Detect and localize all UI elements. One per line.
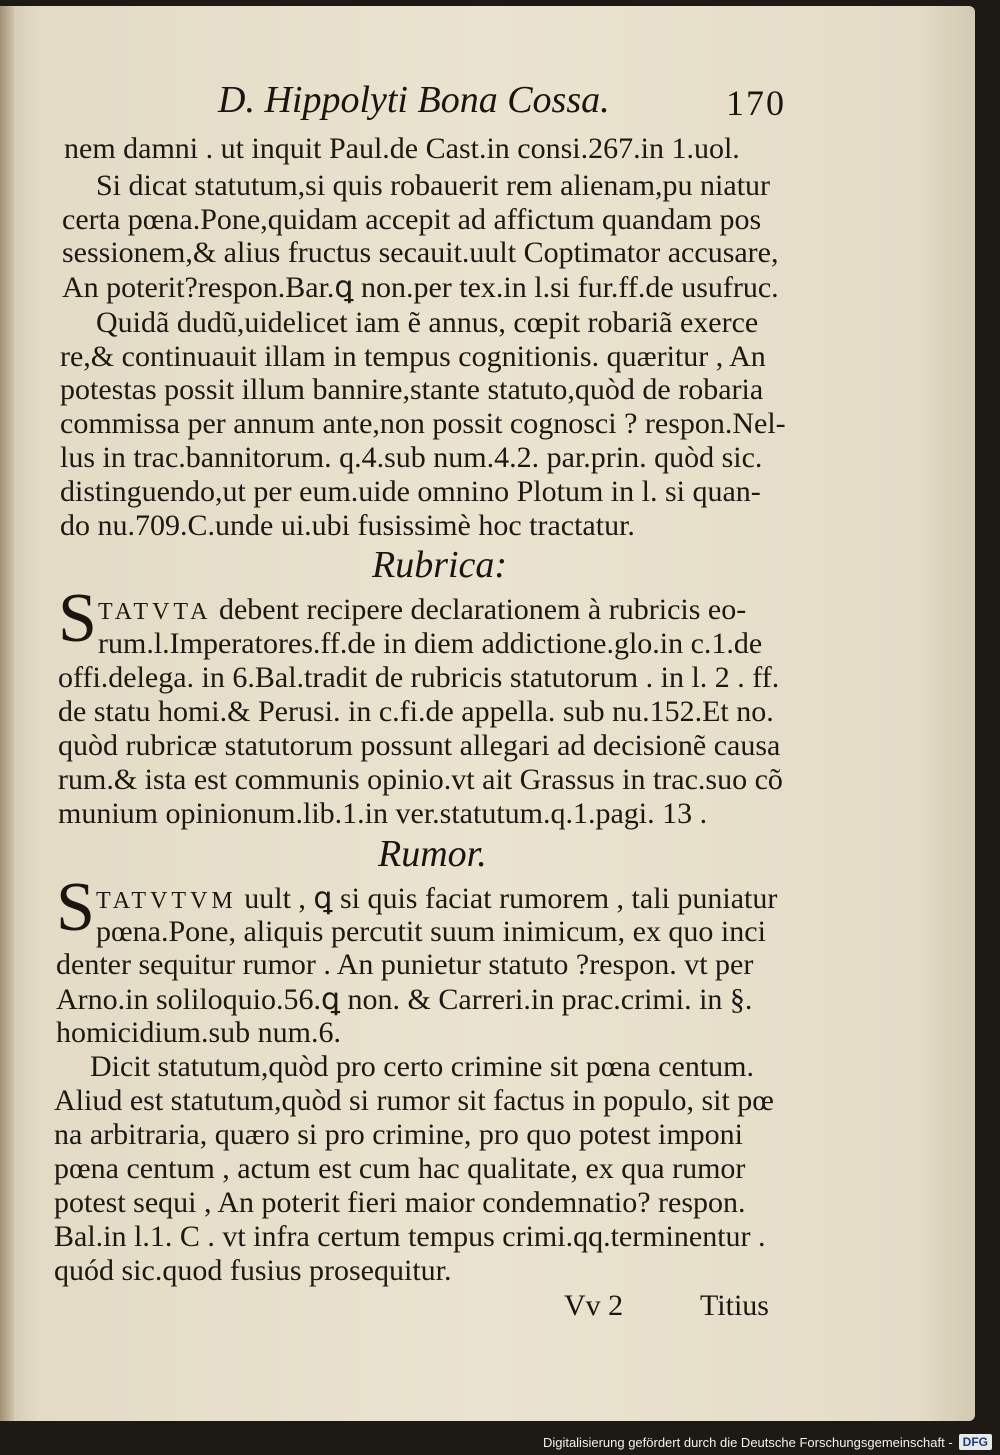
digitization-footer	[543, 1429, 1000, 1455]
text-line: potestas possit illum bannire,stante statuto,quòd de robaria	[60, 373, 764, 406]
text-line: quód sic.quod fusius prosequitur.	[54, 1254, 452, 1287]
text-line: offi.delega. in 6.Bal.tradit de rubricis statutorum . in l. 2 . ff.	[58, 661, 780, 694]
text-line: do nu.709.C.unde ui.ubi fusissimè hoc tractatur.	[60, 509, 635, 542]
text-line: Bal.in l.1. C . vt infra certum tempus crimi.qq.terminentur .	[54, 1220, 766, 1253]
text-line: commissa per annum ante,non possit cognosci ? respon.Nel-	[60, 407, 786, 440]
text-line: denter sequitur rumor . An punietur statuto ?respon. vt per	[56, 948, 754, 981]
text-line: nem damni . ut inquit Paul.de Cast.in consi.267.in 1.uol.	[64, 132, 740, 165]
first-line-rest: debent recipere declarationem à rubricis eo-	[218, 593, 747, 626]
text-line: Si dicat statutum,si quis robauerit rem alienam,pu niatur	[96, 169, 771, 202]
text-line: re,& continuauit illam in tempus cognitionis. quæritur , An	[60, 340, 766, 373]
text-line: certa pœna.Pone,quidam accepit ad affictum quandam pos	[62, 203, 762, 236]
text-line: Aliud est statutum,quòd si rumor sit factus in populo, sit pœ	[54, 1084, 774, 1117]
text-line: distinguendo,ut per eum.uide omnino Plotum in l. si quan-	[60, 475, 761, 508]
text-line: pœna centum , actum est cum hac qualitate, ex qua rumor	[54, 1152, 746, 1185]
text-line: sessionem,& alius fructus secauit.uult Coptimator accusare,	[62, 236, 779, 269]
running-title: D. Hippolyti Bona Cossa.	[218, 79, 610, 121]
text-line	[98, 593, 746, 627]
text-line: munium opinionum.lib.1.in ver.statutum.q.1.pagi. 13 .	[58, 797, 708, 830]
text-line: potest sequi , An poterit fieri maior condemnatio? respon.	[54, 1186, 746, 1219]
first-word: TATVTVM	[96, 888, 237, 914]
text-line: rum.l.Imperatores.ff.de in diem addictione.glo.in c.1.de	[98, 627, 763, 660]
section-heading-rumor: Rumor.	[378, 833, 487, 875]
first-word: TATVTA	[98, 599, 212, 625]
text-line: Arno.in soliloquio.56.ꝗ non. & Carreri.in prac.crimi. in §.	[56, 983, 753, 1016]
book-page	[0, 6, 975, 1421]
text-line: pœna.Pone, aliquis percutit suum inimicum, ex quo inci	[96, 915, 766, 948]
text-line: Quidã dudũ,uidelicet iam ẽ annus, cœpit robariã exerce	[96, 306, 759, 339]
text-line: na arbitraria, quæro si pro crimine, pro quo potest imponi	[54, 1118, 744, 1151]
section-heading-rubrica: Rubrica:	[372, 544, 508, 586]
footer-credit: Digitalisierung gefördert durch die Deutsche Forschungsgemeinschaft -	[542, 1434, 953, 1450]
text-line: Dicit statutum,quòd pro certo crimine sit pœna centum.	[90, 1050, 755, 1083]
text-line: homicidium.sub num.6.	[56, 1016, 341, 1049]
drop-cap: S	[58, 580, 97, 657]
catchword: Titius	[700, 1289, 769, 1322]
text-line: An poterit?respon.Bar.ꝗ non.per tex.in l.si fur.ff.de usufruc.	[62, 271, 779, 304]
dfg-logo: DFG	[959, 1434, 992, 1450]
page-spine-shadow	[0, 6, 14, 1421]
text-line	[96, 881, 777, 916]
text-line: rum.& ista est communis opinio.vt ait Grassus in trac.suo cõ	[58, 763, 783, 796]
text-line: lus in trac.bannitorum. q.4.sub num.4.2. par.prin. quòd sic.	[60, 441, 763, 474]
drop-cap: S	[56, 869, 95, 946]
first-line-rest: uult , ꝗ si quis faciat rumorem , tali puniatur	[244, 882, 778, 915]
text-line: de statu homi.& Perusi. in c.fi.de appella. sub nu.152.Et no.	[58, 695, 774, 728]
signature-mark: Vv 2	[564, 1289, 624, 1322]
page-number: 170	[726, 83, 786, 123]
text-line: quòd rubricæ statutorum possunt allegari ad decisionẽ causa	[58, 729, 781, 762]
